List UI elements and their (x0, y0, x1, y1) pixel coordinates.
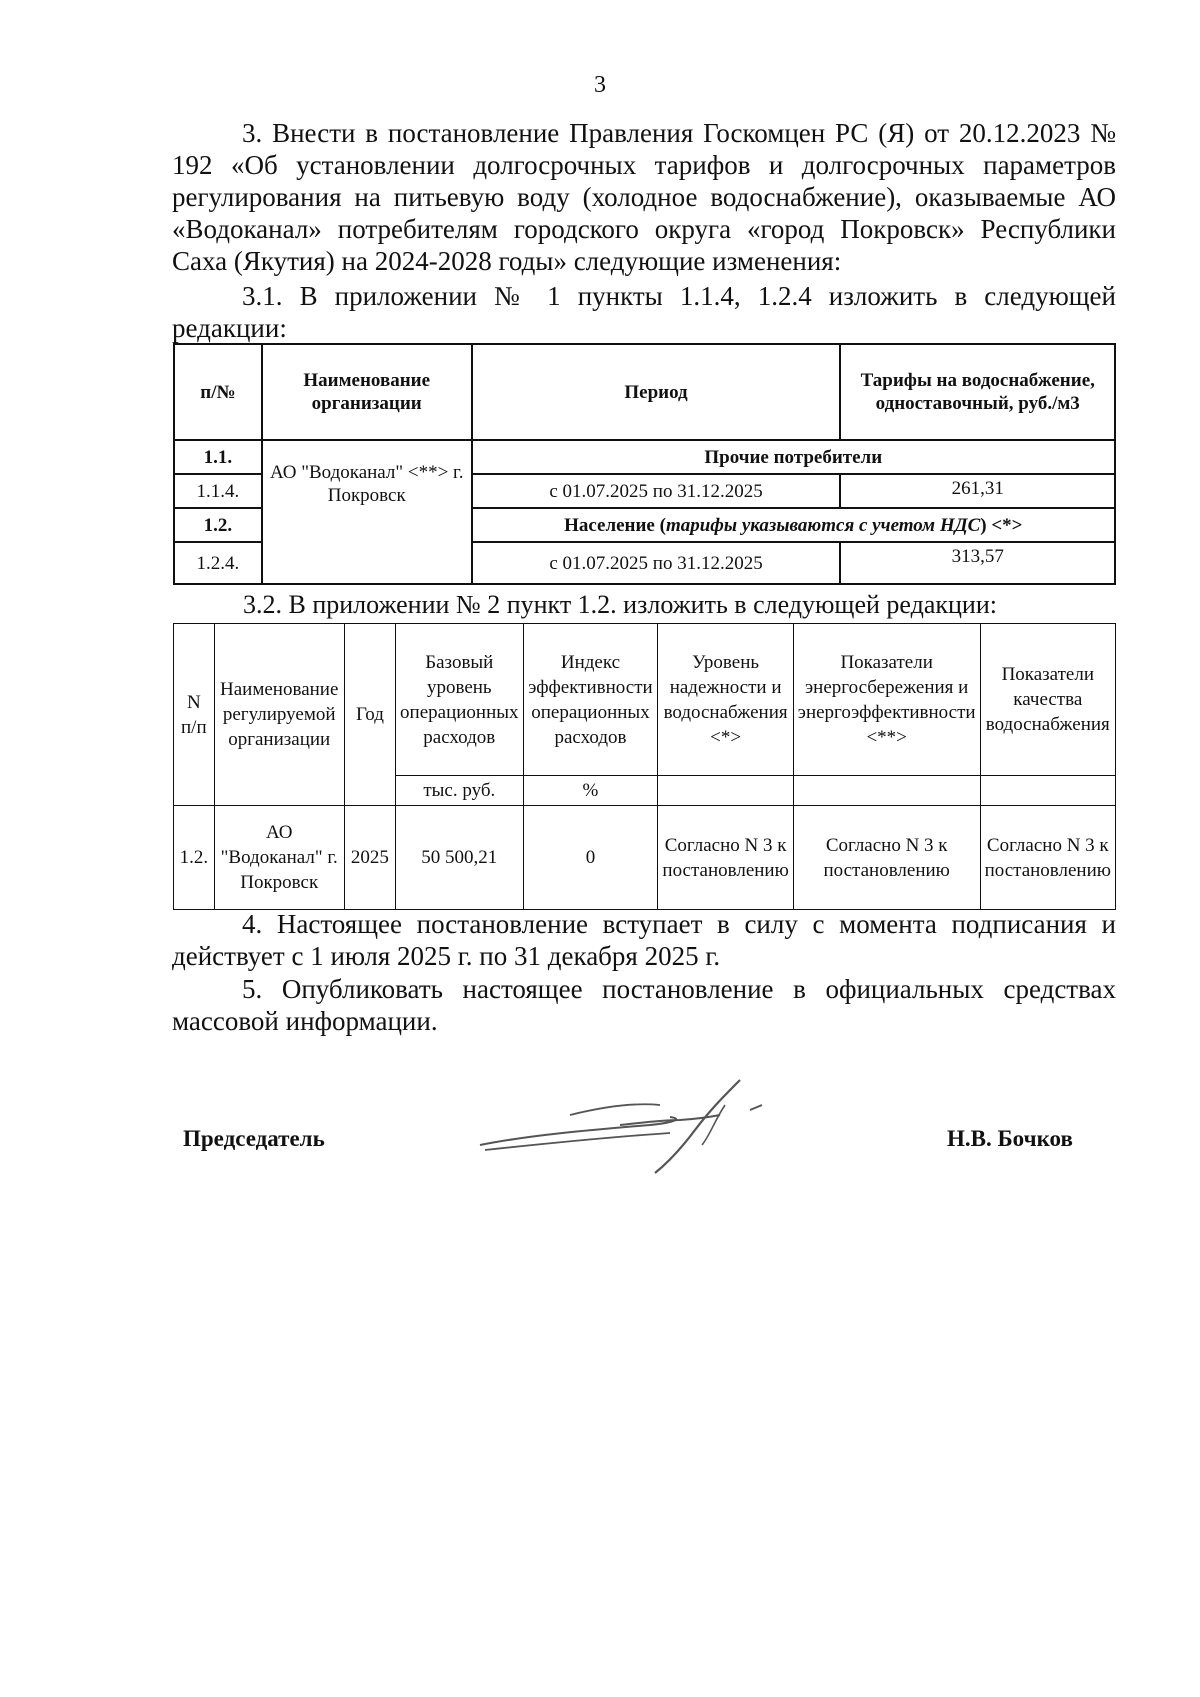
t2-unit-empty-2 (793, 776, 980, 806)
t1-row-1-1-4-value: 261,31 (840, 474, 1115, 508)
t1-header-period: Период (472, 344, 841, 440)
t2-unit-empty-3 (980, 776, 1115, 806)
paragraph-5: 5. Опубликовать настоящее постановление в официальных средствах массовой информации. (172, 974, 1116, 1036)
t2-row-year: 2025 (344, 806, 395, 910)
handwritten-signature (470, 1075, 790, 1175)
t1-row-1-1-4-num: 1.1.4. (174, 474, 262, 508)
t2-row-base: 50 500,21 (396, 806, 523, 910)
t2-row-index: 0 (523, 806, 658, 910)
t1-row-1-1-4-period: с 01.07.2025 по 31.12.2025 (472, 474, 841, 508)
signature-name: Н.В. Бочков (947, 1126, 1073, 1151)
t1-row-1-1-num: 1.1. (174, 440, 262, 474)
paragraph-3-2: 3.2. В приложении № 2 пункт 1.2. изложить в следующей редакции: (243, 590, 997, 619)
t2-row-org: АО "Водоканал" г. Покровск (214, 806, 344, 910)
t2-header-index: Индекс эффективности операционных расходов (523, 624, 658, 776)
signature-title: Председатель (183, 1126, 325, 1151)
t2-unit-base: тыс. руб. (396, 776, 523, 806)
tariff-table (173, 343, 1116, 585)
t2-header-base: Базовый уровень операционных расходов (396, 624, 523, 776)
t1-org-name: АО "Водоканал" <**> г. Покровск (262, 440, 472, 584)
t2-header-year: Год (344, 624, 395, 806)
t2-header-reliability: Уровень надежности и водоснабжения <*> (658, 624, 793, 776)
t2-header-quality: Показатели качества водоснабжения (980, 624, 1115, 776)
t1-row-1-2-4-value: 313,57 (840, 542, 1115, 584)
paragraph-4: 4. Настоящее постановление вступает в силу с момента подписания и действует с 1 июля 2025 г. по 31 декабря 2025 г. (172, 909, 1116, 971)
t2-row-reliability: Согласно N 3 к постановлению (658, 806, 793, 910)
t1-row-1-2-label: Население (тарифы указываются с учетом НДС) <*> (472, 508, 1115, 542)
t2-header-num: N п/п (174, 624, 215, 806)
t1-header-org: Наименование организации (262, 344, 472, 440)
parameters-table (173, 623, 1116, 910)
t1-row-1-2-4-num: 1.2.4. (174, 542, 262, 584)
t1-header-num: п/№ (174, 344, 262, 440)
t2-unit-index: % (523, 776, 658, 806)
t1-row-1-2-num: 1.2. (174, 508, 262, 542)
t2-row-energy: Согласно N 3 к постановлению (793, 806, 980, 910)
t1-row-1-1-label: Прочие потребители (472, 440, 1115, 474)
t2-header-energy: Показатели энергосбережения и энергоэффективности <**> (793, 624, 980, 776)
t1-header-tariff: Тарифы на водоснабжение, одноставочный, руб./м3 (840, 344, 1115, 440)
t2-header-org: Наименование регулируемой организации (214, 624, 344, 806)
t2-unit-empty-1 (658, 776, 793, 806)
t1-row-1-2-4-period: с 01.07.2025 по 31.12.2025 (472, 542, 841, 584)
t2-row-quality: Согласно N 3 к постановлению (980, 806, 1115, 910)
t2-row-num: 1.2. (174, 806, 215, 910)
page-number: 3 (594, 72, 606, 98)
paragraph-3: 3. Внести в постановление Правления Госкомцен РС (Я) от 20.12.2023 № 192 «Об установлении долгосрочных тарифов и долгосрочных параметров регулирования на питьевую воду (холодное водоснабжение), оказываемые АО «Водоканал» потребителям городского округа «город Покровск» Республики Саха (Якутия) на 2024-2028 годы» следующие изменения: (172, 118, 1116, 276)
paragraph-3-1: 3.1. В приложении № 1 пункты 1.1.4, 1.2.4 изложить в следующей редакции: (172, 281, 1116, 343)
